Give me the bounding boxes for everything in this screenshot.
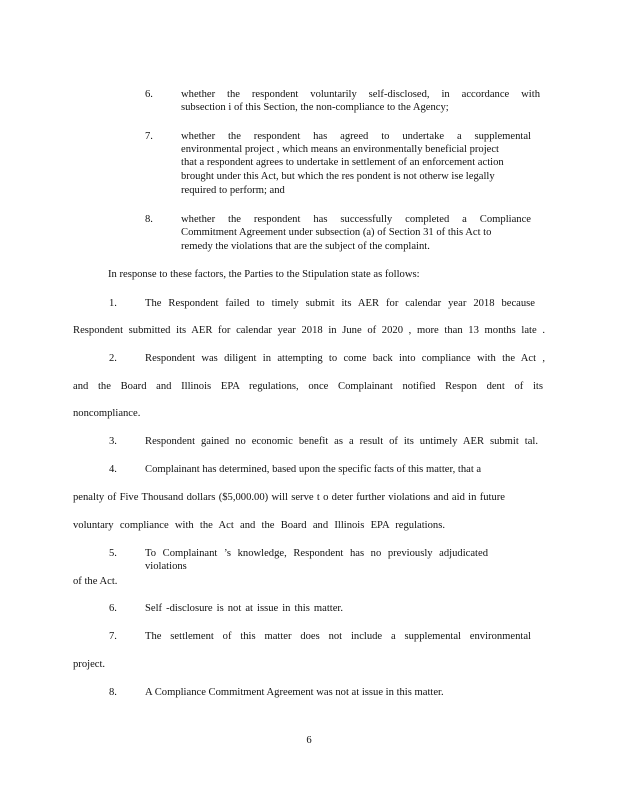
factor-number: 7. xyxy=(145,131,153,142)
response-number: 1. xyxy=(109,298,117,309)
response-number: 2. xyxy=(109,353,117,364)
response-text-line: The Respondent failed to timely submit its AER for calendar year 2018 because xyxy=(145,298,535,309)
response-number: 3. xyxy=(109,436,117,447)
factor-number: 6. xyxy=(145,89,153,100)
response-text-line: Self -disclosure is not at issue in this matter. xyxy=(145,603,343,614)
response-text-line: The settlement of this matter does not include a supplemental environmental xyxy=(145,631,531,642)
response-text-line: To Complainant ’s knowledge, Respondent has no previously adjudicated violations xyxy=(145,548,488,572)
page-number: 6 xyxy=(306,735,312,746)
response-text-line: Respondent gained no economic benefit as a result of its untimely AER submit tal. xyxy=(145,436,538,447)
response-text-line: A Compliance Commitment Agreement was not at issue in this matter. xyxy=(145,687,444,698)
response-text-line: Complainant has determined, based upon the specific facts of this matter, that a xyxy=(145,464,482,475)
response-text-line: of the Act. xyxy=(73,576,118,587)
response-text-line: and the Board and Illinois EPA regulations, once Complainant notified Respon dent of its xyxy=(73,381,543,392)
factor-text-line: whether the respondent has agreed to undertake a supplemental xyxy=(181,131,531,142)
response-text-line: penalty of Five Thousand dollars ($5,000.00) will serve t o deter further violations and aid in future xyxy=(73,492,505,503)
factor-text-line: remedy the violations that are the subject of the complaint. xyxy=(181,241,430,252)
response-number: 8. xyxy=(109,687,117,698)
factor-text-line: whether the respondent voluntarily self-disclosed, in accordance with xyxy=(181,89,540,100)
response-number: 5. xyxy=(109,548,117,559)
response-text-line: voluntary compliance with the Act and the Board and Illinois EPA regulations. xyxy=(73,520,445,531)
factor-text-line: required to perform; and xyxy=(181,185,285,196)
factor-text-line: whether the respondent has successfully completed a Compliance xyxy=(181,214,531,225)
factor-text-line: Commitment Agreement under subsection (a) of Section 31 of this Act to xyxy=(181,227,492,238)
factor-text-line: that a respondent agrees to undertake in settlement of an enforcement action xyxy=(181,157,504,168)
factor-text-line: environmental project , which means an environmentally beneficial project xyxy=(181,144,499,155)
factor-number: 8. xyxy=(145,214,153,225)
factor-text-line: brought under this Act, but which the res pondent is not otherw ise legally xyxy=(181,171,495,182)
response-number: 4. xyxy=(109,464,117,475)
intro-paragraph: In response to these factors, the Parties to the Stipulation state as follows: xyxy=(108,269,420,280)
response-text-line: Respondent submitted its AER for calendar year 2018 in June of 2020 , more than 13 months late . xyxy=(73,325,545,336)
response-text-line: Respondent was diligent in attempting to come back into compliance with the Act , xyxy=(145,353,545,364)
factor-text-line: subsection i of this Section, the non-compliance to the Agency; xyxy=(181,102,449,113)
response-text-line: project. xyxy=(73,659,106,670)
response-number: 7. xyxy=(109,631,117,642)
response-number: 6. xyxy=(109,603,117,614)
response-text-line: noncompliance. xyxy=(73,408,141,419)
